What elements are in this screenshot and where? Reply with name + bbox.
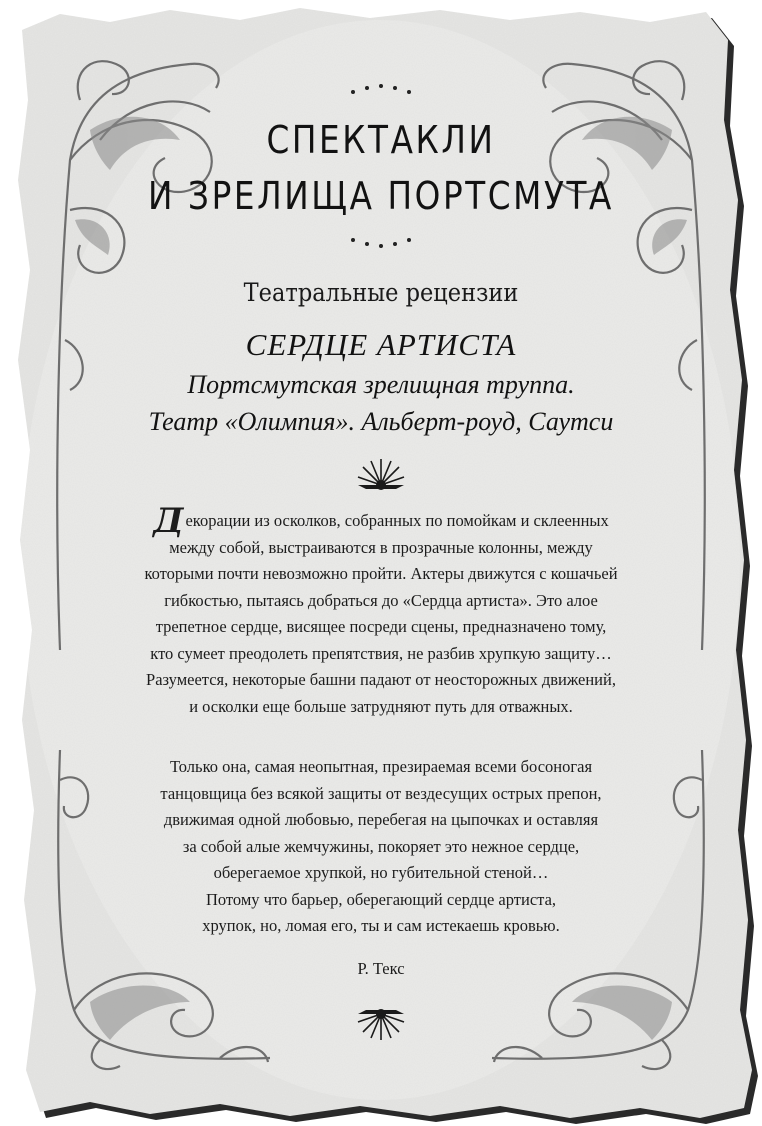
paragraph-2-line-7: хрупок, но, ломая его, ты и сам истекаешь кровью. xyxy=(202,916,560,935)
paragraph-2-line-6: Потому что барьер, оберегающий сердце артиста, xyxy=(205,889,557,909)
dots-divider-top xyxy=(331,84,431,96)
sunburst-ornament-bottom xyxy=(356,1008,406,1044)
paragraph-2-line-5: оберегаемое хрупкой, но губительной стеной… xyxy=(213,863,549,882)
company-line-1: Портсмутская зрелищная труппа. xyxy=(187,370,575,399)
paragraph-2-line-3: движимая одной любовью, перебегая на цыпочках и оставляя xyxy=(163,810,599,829)
section-subtitle: Театральные рецензии xyxy=(243,278,519,307)
company-line-2: Театр «Олимпия». Альберт-роуд, Саутси xyxy=(148,407,614,436)
sunburst-ornament-top xyxy=(356,455,406,493)
dots-divider-bottom xyxy=(331,236,431,248)
paragraph-1-line-4: гибкостью, пытаясь добраться до «Сердца артиста». Это алое xyxy=(164,590,598,610)
drop-cap: Д xyxy=(153,501,184,541)
paragraph-2-line-4: за собой алые жемчужины, покоряет это нежное сердце, xyxy=(182,836,580,856)
paragraph-2-line-1: Только она, самая неопытная, презираемая всеми босоногая xyxy=(169,757,593,776)
page-title-line-1: СПЕКТАКЛИ xyxy=(266,118,496,162)
company-info xyxy=(80,366,682,440)
review-paragraph-2 xyxy=(70,754,692,940)
page-title-line-2: И ЗРЕЛИЩА ПОРТСМУТА xyxy=(148,174,614,218)
review-signature: Р. Текс xyxy=(357,959,405,978)
paragraph-1-line-7: Разумеется, некоторые башни падают от неосторожных движений, xyxy=(146,670,616,689)
play-title: СЕРДЦЕ АРТИСТА xyxy=(245,327,517,362)
paragraph-1-line-5: трепетное сердце, висящее посреди сцены, предназначено тому, xyxy=(155,617,607,636)
paragraph-1-line-6: кто сумеет преодолеть препятствия, не разбив хрупкую защиту… xyxy=(150,643,612,663)
paragraph-2-line-2: танцовщица без всякой защиты от вездесущих острых препон, xyxy=(160,783,602,803)
paragraph-1-line-2: между собой, выстраиваются в прозрачные колонны, между xyxy=(169,537,593,557)
review-paragraph-1 xyxy=(70,501,692,720)
paragraph-1-line-1: Декорации из осколков, собранных по помойкам и склеенных xyxy=(153,501,609,541)
paragraph-1-line-3: которыми почти невозможно пройти. Актеры движутся с кошачьей xyxy=(144,564,618,583)
paragraph-1-line-8: и осколки еще больше затрудняют путь для отважных. xyxy=(189,696,573,716)
